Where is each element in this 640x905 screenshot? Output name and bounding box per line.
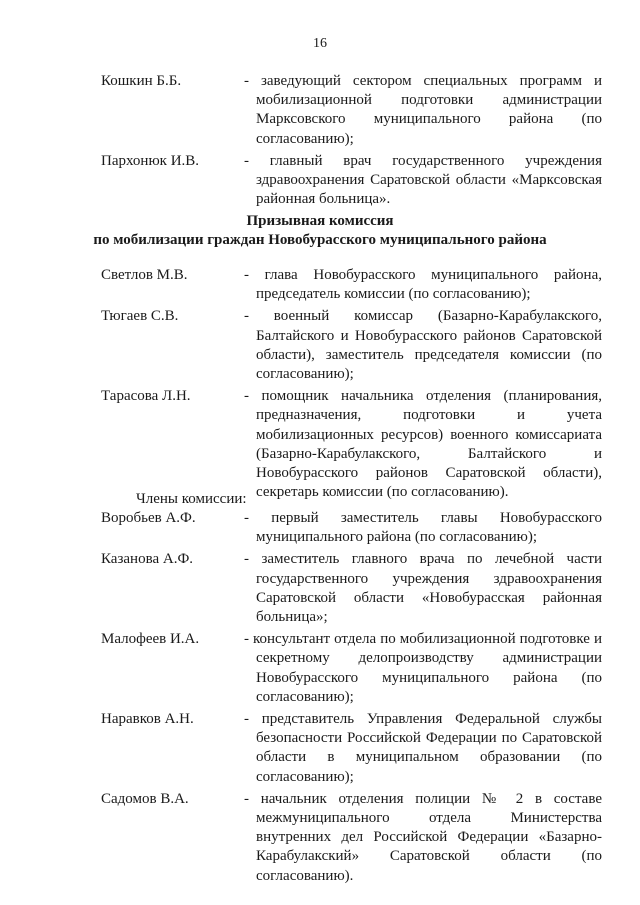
member-name: Малофеев И.А. [101,631,200,648]
member-row [0,307,640,384]
member-row [0,790,640,886]
member-row [0,630,640,707]
heading-line-1: Призывная комиссия [246,213,394,229]
member-position: - представитель Управления Федеральной службы безопасности Российской Федерации по Саратовской области в муниципальном образовании (по согласованию); [244,711,602,785]
member-position: - консультант отдела по мобилизационной подготовке и секретному делопроизводству администрации Новобурасского муниципального района (по согласованию); [244,631,602,705]
member-row [0,387,640,502]
member-position: - военный комиссар (Базарно-Карабулакского, Балтайского и Новобурасского районов Саратовской области), заместитель председателя комиссии (по согласованию); [244,308,602,383]
member-name: Кошкин Б.Б. [101,73,182,89]
member-name: Пархонюк И.В. [101,152,200,169]
member-row [0,550,640,627]
page-number: 16 [313,36,327,51]
member-position: - первый заместитель главы Новобурасского муниципального района (по согласованию); [244,510,602,546]
member-name: Воробьев А.Ф. [101,510,196,526]
section-heading [0,212,640,250]
heading-line-2: по мобилизации граждан Новобурасского муниципального района [93,232,547,248]
commission-members-list [0,509,640,886]
member-name: Тюгаев С.В. [101,308,179,325]
commission-list-continued [0,72,640,209]
member-position: - главный врач государственного учреждения здравоохранения Саратовской области «Марксовская районная больница». [244,152,602,208]
member-name: Тарасова Л.Н. [101,388,191,405]
member-row [0,152,640,210]
member-name: Светлов М.В. [101,267,188,283]
member-position: - глава Новобурасского муниципального района, председатель комиссии (по согласованию); [244,267,602,303]
member-row [0,509,640,547]
member-row [0,710,640,787]
member-row [0,266,640,304]
member-position: - заведующий сектором специальных программ и мобилизационной подготовки администрации Марксовского муниципального района (по согласованию); [244,73,602,147]
member-position: - помощник начальника отделения (планирования, предназначения, подготовки и учета мобилизационных ресурсов) военного комиссариата (Базарно-Карабулакского, Балтайского и Новобурасского районов Саратовской области), секретарь комиссии (по согласованию). [244,388,602,501]
member-row [0,72,640,149]
member-name: Садомов В.А. [101,790,189,807]
member-position: - заместитель главного врача по лечебной части государственного учреждения здравоохранения Саратовской области «Новобурасская районная больница»; [244,551,602,626]
member-name: Наравков А.Н. [101,711,194,728]
member-name: Казанова А.Ф. [101,551,194,568]
commission-leadership-list [0,266,640,502]
member-position: - начальник отделения полиции № 2 в составе межмуниципального отдела Министерства внутренних дел Российской Федерации «Базарно-Карабулакский» Саратовской области (по согласованию). [244,790,602,884]
members-title: Члены комиссии: [136,491,247,507]
